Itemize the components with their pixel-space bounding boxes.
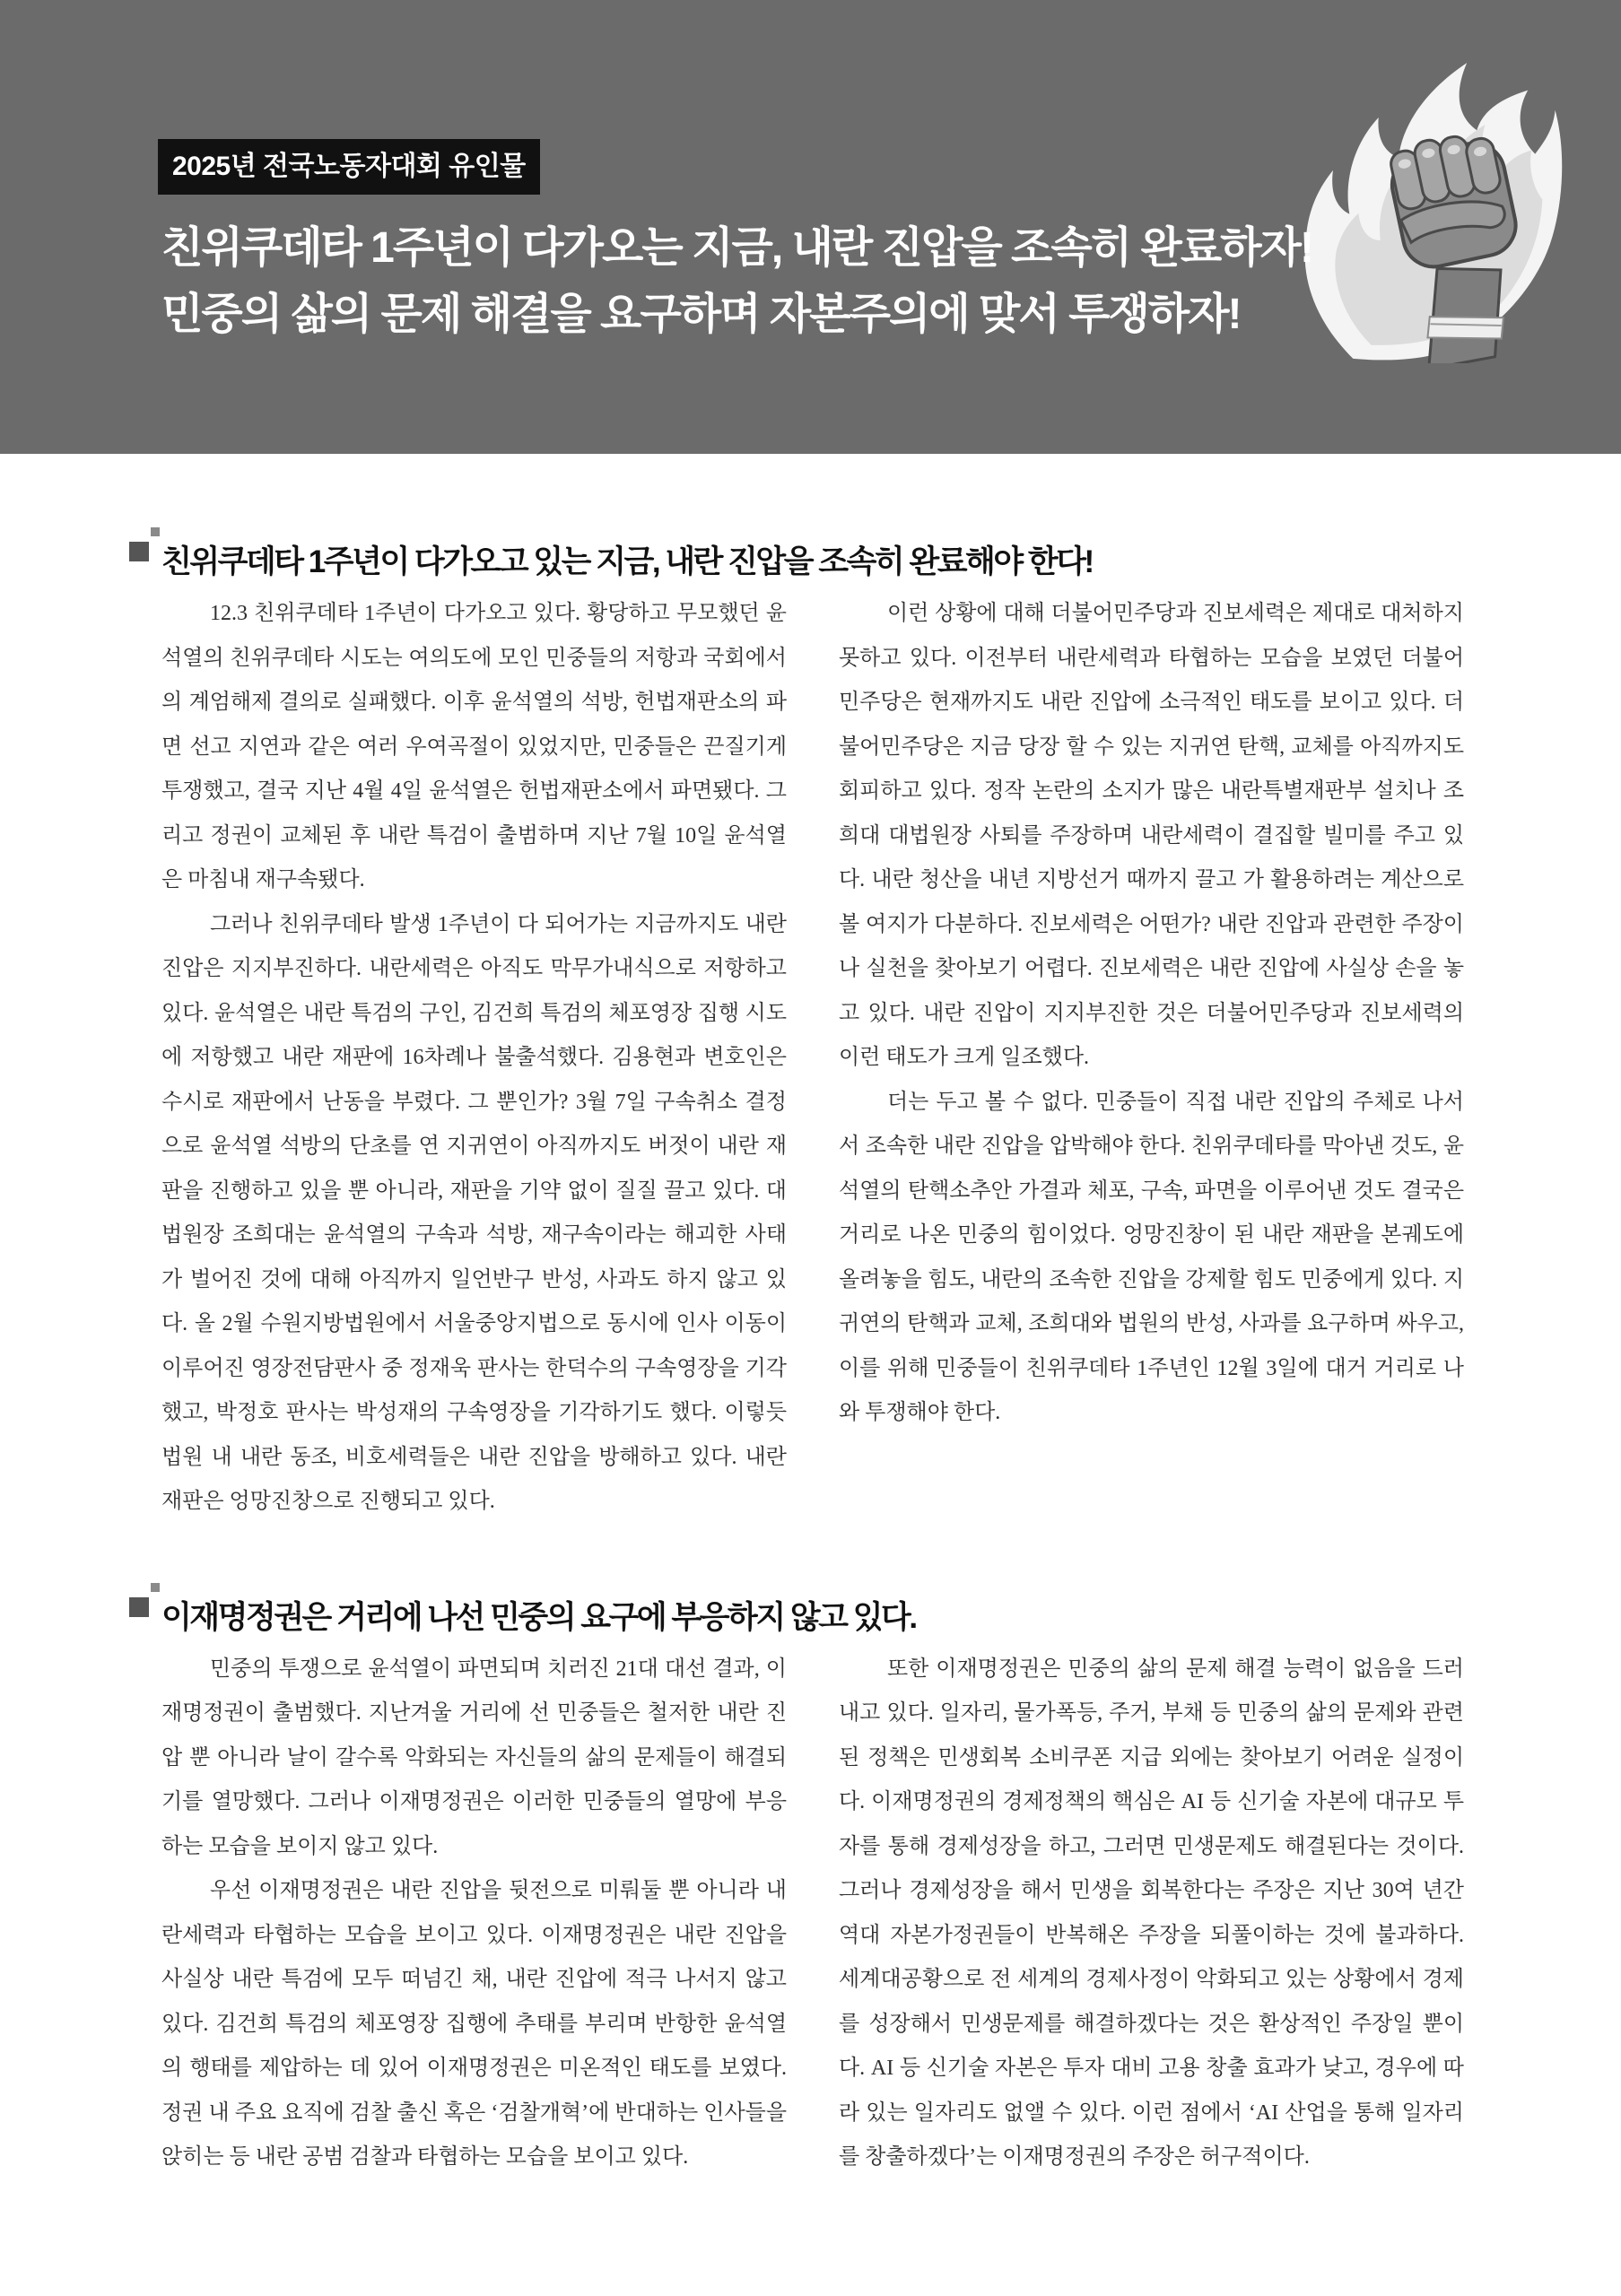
title-line-1: 친위쿠데타 1주년이 다가오는 지금, 내란 진압을 조속히 완료하자! <box>161 224 1312 272</box>
paragraph: 12.3 친위쿠데타 1주년이 다가오고 있다. 황당하고 무모했던 윤석열의 친위쿠데타 시도는 여의도에 모인 민중들의 저항과 국회에서의 계엄해제 결의로 실패했다. 이후 윤석열의 석방, 헌법재판소의 파면 선고 지연과 같은 여러 우여곡절이 있었지만, 민중들은 끈질기게 투쟁했고, 결국 지난 4월 4일 윤석열은 헌법재판소에서 파면됐다. 그리고 정권이 교체된 후 내란 특검이 출범하며 지난 7월 10일 윤석열은 마침내 재구속됐다. <box>161 602 787 891</box>
square-bullet-icon <box>129 1597 149 1617</box>
paragraph: 그러나 친위쿠데타 발생 1주년이 다 되어가는 지금까지도 내란 진압은 지지부진하다. 내란세력은 아직도 막무가내식으로 저항하고 있다. 윤석열은 내란 특검의 구인, 김건희 특검의 체포영장 집행 시도에 저항했고 내란 재판에 16차례나 불출석했다. 김용현과 변호인은 수시로 재판에서 난동을 부렸다. 그 뿐인가? 3월 7일 구속취소 결정으로 윤석열 석방의 단초를 연 지귀연이 아직까지도 버젓이 내란 재판을 진행하고 있을 뿐 아니라, 재판을 기약 없이 질질 끌고 있다. 대법원장 조희대는 윤석열의 구속과 석방, 재구속이라는 해괴한 사태가 벌어진 것에 대해 아직까지 일언반구 반성, 사과도 하지 않고 있다. 올 2월 수원지방법원에서 서울중앙지법으로 동시에 인사 이동이 이루어진 영장전담판사 중 정재욱 판사는 한덕수의 구속영장을 기각했고, 박정호 판사는 박성재의 구속영장을 기각하기도 했다. 이렇듯 법원 내 내란 동조, 비호세력들은 내란 진압을 방해하고 있다. 내란 재판은 엉망진창으로 진행되고 있다. <box>161 912 787 1513</box>
paragraph: 우선 이재명정권은 내란 진압을 뒷전으로 미뤄둘 뿐 아니라 내란세력과 타협하는 모습을 보이고 있다. 이재명정권은 내란 진압을 사실상 내란 특검에 모두 떠넘긴 채, 내란 진압에 적극 나서지 않고 있다. 김건희 특검의 체포영장 집행에 추태를 부리며 반항한 윤석열의 행태를 제압하는 데 있어 이재명정권은 미온적인 태도를 보였다. 정권 내 주요 요직에 검찰 출신 혹은 ‘검찰개혁’에 반대하는 인사들을 앉히는 등 내란 공범 검찰과 타협하는 모습을 보이고 있다. <box>161 1879 787 2169</box>
article-body <box>161 537 1464 2180</box>
title-line-2: 민중의 삶의 문제 해결을 요구하며 자본주의에 맞서 투쟁하자! <box>161 291 1241 338</box>
event-tag: 2025년 전국노동자대회 유인물 <box>158 139 540 195</box>
section-heading <box>161 1593 1464 1643</box>
raised-fist-flame-icon <box>1288 54 1564 363</box>
section-2 <box>161 1593 1464 2180</box>
page-title <box>161 215 1312 348</box>
section-1 <box>161 537 1464 1525</box>
small-square-icon <box>151 1583 160 1592</box>
square-bullet-icon <box>129 542 149 561</box>
paragraph: 더는 두고 볼 수 없다. 민중들이 직접 내란 진압의 주체로 나서서 조속한 내란 진압을 압박해야 한다. 친위쿠데타를 막아낸 것도, 윤석열의 탄핵소추안 가결과 체포, 구속, 파면을 이루어낸 것도 결국은 거리로 나온 민중의 힘이었다. 엉망진창이 된 내란 재판을 본궤도에 올려놓을 힘도, 내란의 조속한 진압을 강제할 힘도 민중에게 있다. 지귀연의 탄핵과 교체, 조희대와 법원의 반성, 사과를 요구하며 싸우고, 이를 위해 민중들이 친위쿠데타 1주년인 12월 3일에 대거 거리로 나와 투쟁해야 한다. <box>839 1090 1464 1424</box>
paragraph: 또한 이재명정권은 민중의 삶의 문제 해결 능력이 없음을 드러내고 있다. 일자리, 물가폭등, 주거, 부채 등 민중의 삶의 문제와 관련된 정책은 민생회복 소비쿠폰 지급 외에는 찾아보기 어려운 실정이다. 이재명정권의 경제정책의 핵심은 AI 등 신기술 자본에 대규모 투자를 통해 경제성장을 하고, 그러면 민생문제도 해결된다는 것이다. 그러나 경제성장을 해서 민생을 회복한다는 주장은 지난 30여 년간 역대 자본가정권들이 반복해온 주장을 되풀이하는 것에 불과하다. 세계대공황으로 전 세계의 경제사정이 악화되고 있는 상황에서 경제를 성장해서 민생문제를 해결하겠다는 것은 환상적인 주장일 뿐이다. AI 등 신기술 자본은 투자 대비 고용 창출 효과가 낮고, 경우에 따라 있는 일자리도 없앨 수 있다. 이런 점에서 ‘AI 산업을 통해 일자리를 창출하겠다’는 이재명정권의 주장은 허구적이다. <box>839 1657 1464 2169</box>
paragraph: 민중의 투쟁으로 윤석열이 파면되며 치러진 21대 대선 결과, 이재명정권이 출범했다. 지난겨울 거리에 선 민중들은 철저한 내란 진압 뿐 아니라 날이 갈수록 악화되는 자신들의 삶의 문제들이 해결되기를 열망했다. 그러나 이재명정권은 이러한 민중들의 열망에 부응하는 모습을 보이지 않고 있다. <box>161 1657 787 1858</box>
section-heading-text: 친위쿠데타 1주년이 다가오고 있는 지금, 내란 진압을 조속히 완료해야 한다! <box>161 544 1093 579</box>
section-text-columns <box>161 592 1464 1525</box>
small-square-icon <box>151 527 160 536</box>
paragraph: 이런 상황에 대해 더불어민주당과 진보세력은 제대로 대처하지 못하고 있다. 이전부터 내란세력과 타협하는 모습을 보였던 더불어민주당은 현재까지도 내란 진압에 소극적인 태도를 보이고 있다. 더불어민주당은 지금 당장 할 수 있는 지귀연 탄핵, 교체를 아직까지도 회피하고 있다. 정작 논란의 소지가 많은 내란특별재판부 설치나 조희대 대법원장 사퇴를 주장하며 내란세력이 결집할 빌미를 주고 있다. 내란 청산을 내년 지방선거 때까지 끌고 가 활용하려는 계산으로 볼 여지가 다분하다. 진보세력은 어떤가? 내란 진압과 관련한 주장이나 실천을 찾아보기 어렵다. 진보세력은 내란 진압에 사실상 손을 놓고 있다. 내란 진압이 지지부진한 것은 더불어민주당과 진보세력의 이런 태도가 크게 일조했다. <box>839 602 1464 1069</box>
section-heading-text: 이재명정권은 거리에 나선 민중의 요구에 부응하지 않고 있다. <box>161 1599 916 1635</box>
section-heading <box>161 537 1464 587</box>
section-text-columns <box>161 1648 1464 2180</box>
